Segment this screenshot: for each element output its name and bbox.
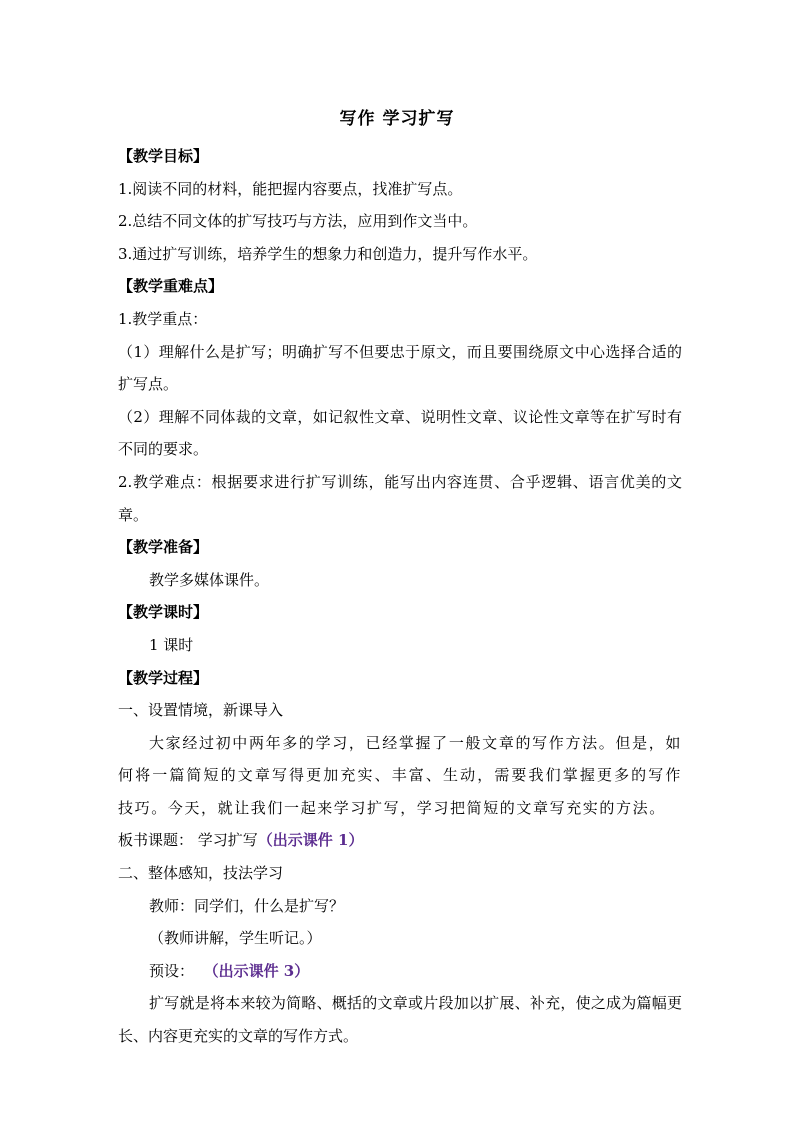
objective-item: 1.阅读不同的材料，能把握内容要点，找准扩写点。: [118, 179, 463, 198]
process-heading: 【教学过程】: [118, 668, 209, 687]
teacher-note: （教师讲解，学生听记。）: [149, 929, 322, 948]
definition-paragraph: 扩写就是将本来较为简略、概括的文章或片段加以扩展、补充，使之成为篇幅更长、内容更充实的文章的写作方式。: [118, 994, 682, 1046]
preset-line: [118, 955, 682, 988]
courseware-reference: （出示课件 3）: [203, 961, 310, 980]
board-topic-label: 板书课题： 学习扩写: [118, 831, 258, 850]
preparation-heading: 【教学准备】: [118, 538, 209, 557]
periods-heading: 【教学课时】: [118, 603, 209, 622]
key-point-label: 1.教学重点：: [118, 309, 208, 328]
preset-label: 预设：: [149, 961, 195, 980]
document-body: [118, 140, 682, 1053]
preparation-text: 教学多媒体课件。: [149, 570, 270, 589]
step2-heading: 二、整体感知，技法学习: [118, 864, 284, 883]
key-points-heading: 【教学重难点】: [118, 277, 224, 296]
key-point-item: （1）理解什么是扩写；明确扩写不但要忠于原文，而且要围绕原文中心选择合适的扩写点。: [118, 342, 682, 394]
step1-paragraph: 大家经过初中两年多的学习，已经掌握了一般文章的写作方法。但是，如何将一篇简短的文章写得更加充实、丰富、生动，需要我们掌握更多的写作技巧。今天，就让我们一起来学习扩写，学习把简短的文章写充实的方法。: [118, 733, 682, 817]
difficulty-item: 2.教学难点：根据要求进行扩写训练，能写出内容连贯、合乎逻辑、语言优美的文章。: [118, 472, 682, 524]
courseware-reference: （出示课件 1）: [257, 831, 364, 850]
teacher-question: 教师：同学们，什么是扩写？: [149, 896, 345, 915]
board-topic-line: [118, 824, 682, 857]
objectives-heading: 【教学目标】: [118, 147, 209, 165]
objective-item: 3.通过扩写训练，培养学生的想象力和创造力，提升写作水平。: [118, 244, 538, 263]
key-point-item: （2）理解不同体裁的文章，如记叙性文章、说明性文章、议论性文章等在扩写时有不同的要求。: [118, 407, 682, 459]
document-title: 写作 学习扩写: [339, 109, 455, 129]
objective-item: 2.总结不同文体的扩写技巧与方法，应用到作文当中。: [118, 212, 478, 231]
periods-text: 1 课时: [149, 635, 194, 654]
step1-heading: 一、设置情境，新课导入: [118, 701, 284, 720]
